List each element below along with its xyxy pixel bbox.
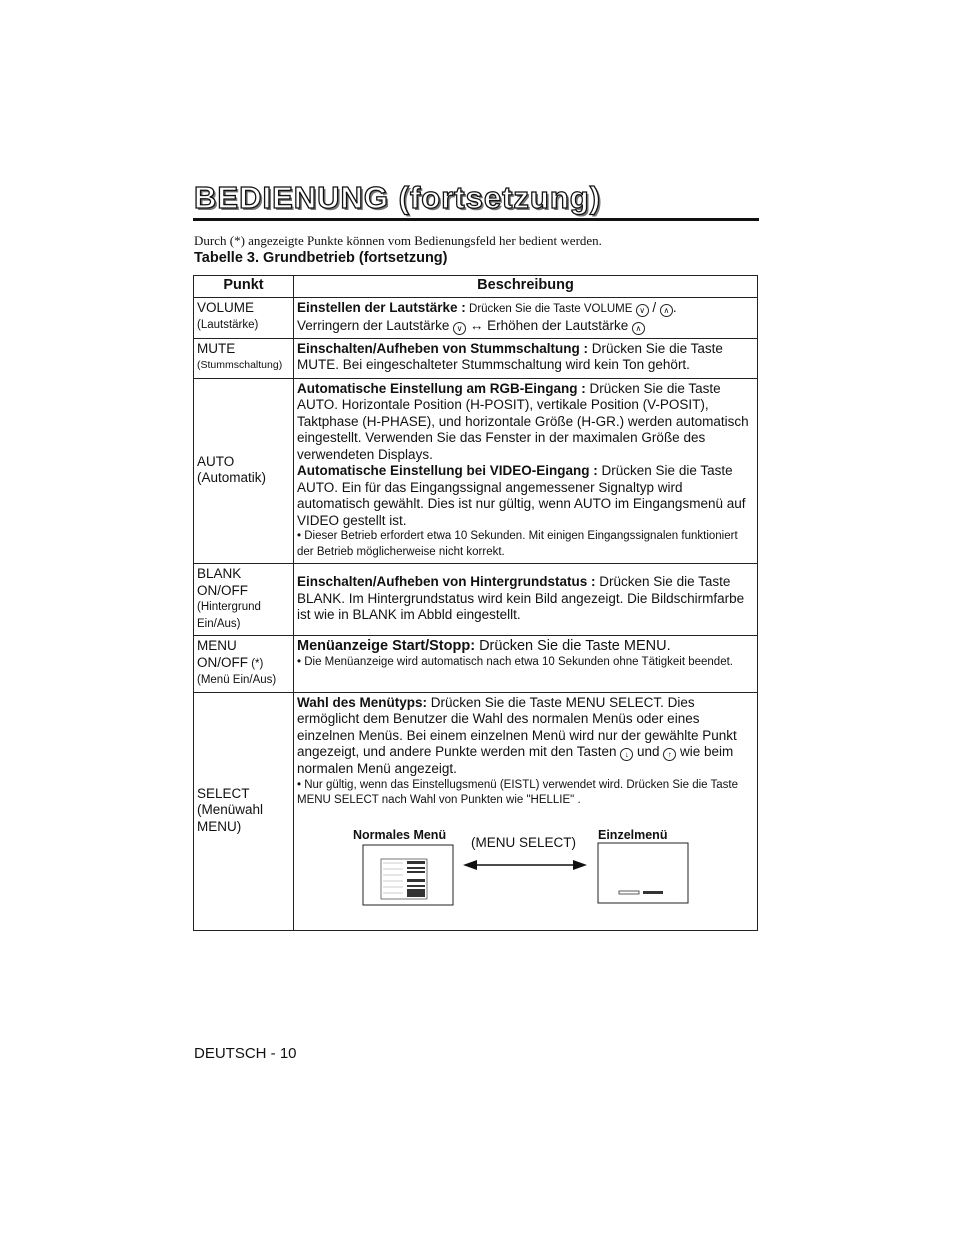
- item-name: VOLUME: [197, 300, 255, 315]
- desc-dot: .: [672, 300, 677, 315]
- table-row-menu: [194, 636, 758, 693]
- desc-text: und: [633, 744, 664, 759]
- desc-text: Verringern der Lautstärke: [297, 317, 454, 333]
- page-title: BEDIENUNG (fortsetzung): [194, 180, 602, 215]
- item-name: SELECT: [197, 785, 250, 801]
- table-row-blank: [194, 564, 758, 636]
- desc-note: • Die Menüanzeige wird automatisch nach etwa 10 Sekunden ohne Tätigkeit beendet.: [297, 655, 733, 668]
- item-blank: [194, 564, 294, 636]
- desc-heading: Automatische Einstellung am RGB-Eingang :: [297, 380, 586, 396]
- header-beschreibung: Beschreibung: [294, 276, 758, 298]
- item-select: [194, 692, 294, 930]
- page-footer: DEUTSCH - 10: [194, 1045, 297, 1062]
- item-menu: [194, 636, 294, 693]
- desc-heading: Automatische Einstellung bei VIDEO-Eingang :: [297, 463, 598, 478]
- item-sub: (Hintergrund Ein/Aus): [197, 601, 261, 630]
- desc-auto: [294, 378, 758, 564]
- desc-text: Drücken Sie die Taste MENU.: [475, 638, 671, 654]
- menu-select-diagram: [297, 827, 754, 927]
- double-arrow-icon: ↔: [466, 317, 488, 333]
- desc-select: [294, 692, 758, 930]
- desc-text: Drücken Sie die Taste MUTE. Bei eingeschalteter Stummschaltung wird kein Ton gehört.: [297, 340, 723, 372]
- item-sub: (Automatik): [197, 470, 267, 486]
- desc-text: Drücken Sie die Taste BLANK. Im Hintergrundstatus wird kein Bild angezeigt. Die Bildschirmfarbe ist wie in BLANK im Abbld eingestellt.: [297, 574, 745, 623]
- item-name: ON/OFF: [197, 654, 248, 670]
- item-auto: [194, 378, 294, 564]
- item-sub: (Menüwahl: [197, 802, 264, 818]
- panel-star: (*): [248, 657, 264, 670]
- item-name: BLANK: [197, 566, 242, 581]
- double-arrow-icon: [463, 860, 587, 870]
- table-row-auto: [194, 378, 758, 564]
- item-name: ON/OFF: [197, 582, 248, 598]
- arrow-down-icon: ↓: [620, 748, 633, 761]
- desc-heading: Einstellen der Lautstärke :: [297, 300, 466, 315]
- volume-down-icon: ∨: [636, 304, 649, 317]
- desc-menu: [294, 636, 758, 693]
- item-mute: [194, 338, 294, 378]
- desc-mute: [294, 338, 758, 378]
- desc-text: Drücken Sie die Taste VOLUME: [465, 303, 636, 315]
- item-sub: (Menü Ein/Aus): [197, 674, 277, 686]
- desc-heading: Einschalten/Aufheben von Stummschaltung :: [297, 340, 589, 356]
- desc-note: • Nur gültig, wenn das Einstellugsmenü (EISTL) verwendet wird. Drücken Sie die Taste MENU SELECT nach Wahl von Punkten wie "HELLIE" .: [297, 778, 739, 806]
- diagram-graphic: [297, 827, 757, 927]
- table-caption: Tabelle 3. Grundbetrieb (fortsetzung): [194, 250, 448, 266]
- title-rule: [193, 218, 759, 221]
- desc-heading: Wahl des Menütyps:: [297, 694, 428, 710]
- menu-select-label: (MENU SELECT): [471, 834, 577, 850]
- arrow-up-icon: ↑: [663, 748, 676, 761]
- normal-menu-label: Normales Menü: [353, 827, 447, 842]
- item-name: AUTO: [197, 453, 235, 469]
- desc-volume: [294, 298, 758, 339]
- desc-text: Erhöhen der Lautstärke: [487, 317, 632, 333]
- table-row-select: [194, 692, 758, 930]
- volume-up-icon: ∧: [632, 322, 645, 335]
- desc-heading: Menüanzeige Start/Stopp:: [297, 638, 476, 654]
- desc-note: • Dieser Betrieb erfordert etwa 10 Sekunden. Mit einigen Eingangssignalen funktioniert der Betrieb möglicherweise nicht korrekt.: [297, 530, 738, 558]
- item-name: MUTE: [197, 340, 236, 356]
- item-name: MENU: [197, 638, 237, 653]
- volume-down-icon: ∨: [453, 322, 466, 335]
- desc-text: wie beim normalen Menü angezeigt.: [297, 744, 734, 776]
- item-sub: MENU): [197, 818, 242, 834]
- volume-up-icon: ∧: [660, 304, 673, 317]
- item-sub: (Stummschaltung): [197, 359, 283, 371]
- desc-blank: [294, 564, 758, 636]
- single-menu-label: Einzelmenü: [598, 827, 668, 842]
- table-row-volume: [194, 298, 758, 339]
- desc-text: Drücken Sie die Taste AUTO. Horizontale Position (H-POSIT), vertikale Position (V-POSIT), Taktphase (H-PHASE), und horizontale Größe (H-GR.) werden automatisch eingestellt. Verwenden Sie das Fenster in der maximalen Größe des verwendeten Displays.: [297, 380, 749, 462]
- desc-slash: /: [648, 300, 660, 315]
- item-volume: [194, 298, 294, 339]
- desc-text: Drücken Sie die Taste MENU SELECT. Dies ermöglicht dem Benutzer die Wahl des normalen Menüs oder eines einzelnen Menüs. Bei einem einzelnen Menü wird nur der gewählte Punkt angezeigt, und andere Punkte werden mit den Tasten: [297, 694, 737, 759]
- table-header-row: [194, 276, 758, 298]
- intro-text: Durch (*) angezeigte Punkte können vom Bedienungsfeld her bedient werden.: [194, 233, 602, 248]
- desc-heading: Einschalten/Aufheben von Hintergrundstatus :: [297, 574, 596, 590]
- header-punkt: Punkt: [194, 276, 294, 298]
- table-row-mute: [194, 338, 758, 378]
- operations-table: [193, 275, 758, 931]
- item-sub: (Lautstärke): [197, 318, 259, 331]
- desc-text: Drücken Sie die Taste AUTO. Ein für das Eingangssignal angemessener Signaltyp wird automatisch gewählt. Dies ist nur gültig, wenn AUTO im Eingangsmenü auf VIDEO gestellt ist.: [297, 463, 746, 528]
